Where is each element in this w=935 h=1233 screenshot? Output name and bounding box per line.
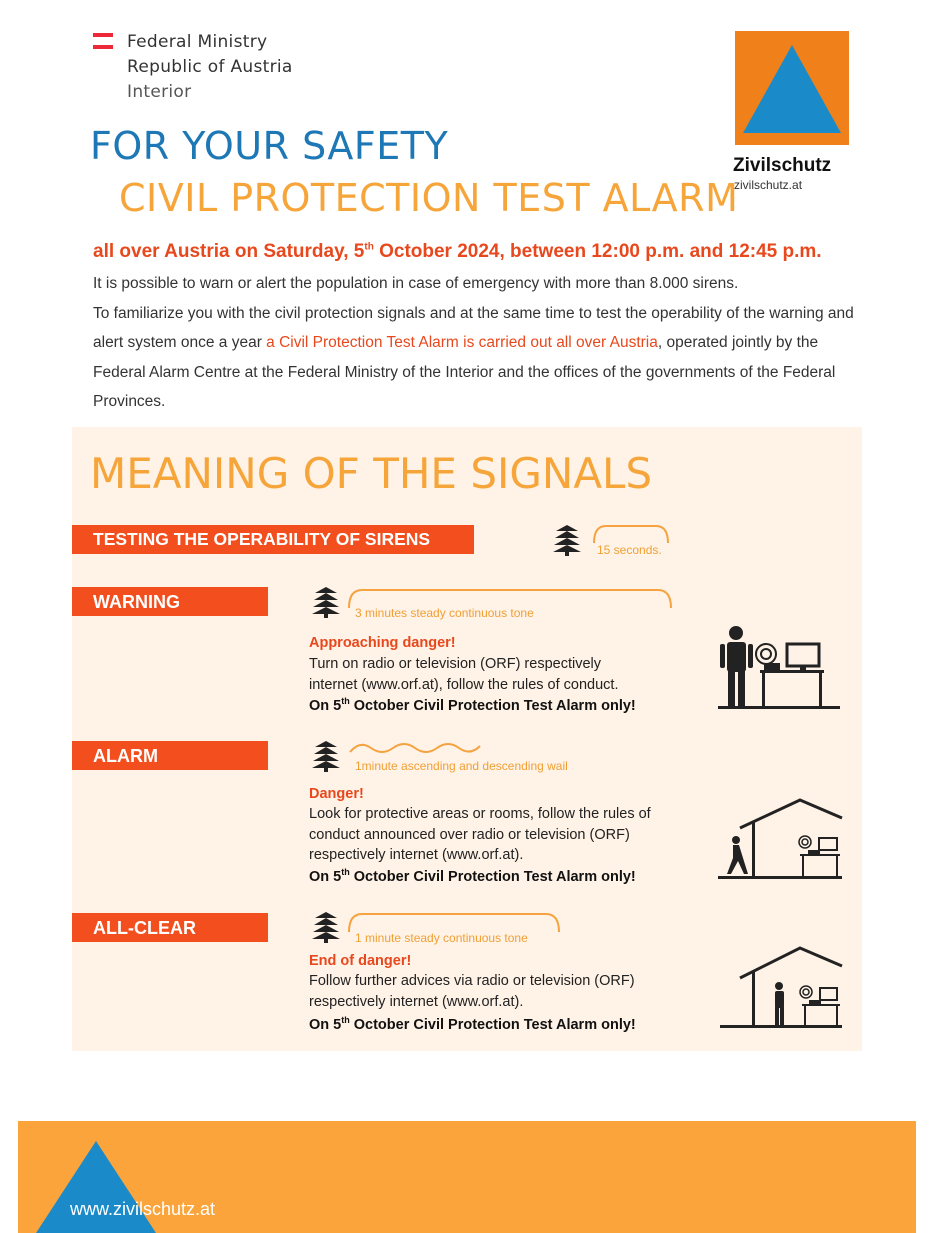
alarm-tone: 1minute ascending and descending wail [355, 759, 568, 773]
test-duration: 15 seconds. [597, 543, 662, 557]
intro-paragraph-1: It is possible to warn or alert the population in case of emergency with more than 8.000 sirens. [93, 275, 739, 292]
allclear-note: On 5th October Civil Protection Test Alarm only! [309, 1015, 636, 1033]
blue-triangle-icon [735, 31, 849, 145]
person-inside-house-icon [718, 944, 844, 1030]
alarm-heading: Danger! [309, 786, 364, 802]
person-at-tv-icon [716, 624, 842, 710]
zivilschutz-logo [735, 31, 849, 145]
title-for-your-safety: FOR YOUR SAFETY [90, 124, 449, 168]
tone-short-arc-icon [592, 523, 670, 545]
person-entering-house-icon [716, 794, 844, 882]
date-line: all over Austria on Saturday, 5th October 2024, between 12:00 p.m. and 12:45 p.m. [93, 241, 822, 262]
intro-paragraph-2: To familiarize you with the civil protection signals and at the same time to test the operability of the warning and alert system once a year a Civil Protection Test Alarm is carried out all over Austria, operated jointly by the Federal Alarm Centre at the Federal Ministry of the Interior and the offices of the governments of the Federal Provinces. [93, 304, 854, 410]
warning-label-bar: WARNING [72, 587, 268, 616]
intro-text [93, 269, 863, 417]
allclear-heading: End of danger! [309, 953, 412, 969]
alarm-text: Look for protective areas or rooms, follow the rules of conduct announced over radio or television (ORF) respectively internet (www.orf.at). [309, 806, 651, 863]
alarm-note: On 5th October Civil Protection Test Alarm only! [309, 867, 636, 885]
siren-icon [552, 524, 582, 556]
siren-icon [311, 740, 341, 772]
tone-wail-wave-icon [348, 738, 482, 758]
footer-url[interactable]: www.zivilschutz.at [70, 1199, 216, 1219]
ministry-line-1: Federal Ministry [127, 32, 268, 52]
title-test-alarm: CIVIL PROTECTION TEST ALARM [119, 176, 739, 220]
alarm-label-bar: ALARM [72, 741, 268, 770]
logo-name: Zivilschutz [733, 155, 832, 176]
ministry-line-2: Republic of Austria [127, 57, 293, 77]
siren-icon [311, 911, 341, 943]
siren-icon [311, 586, 341, 618]
warning-tone: 3 minutes steady continuous tone [355, 606, 534, 620]
signals-heading: MEANING OF THE SIGNALS [90, 449, 653, 498]
ministry-header [93, 30, 293, 105]
allclear-label-bar: ALL-CLEAR [72, 913, 268, 942]
warning-note: On 5th October Civil Protection Test Alarm only! [309, 696, 636, 714]
warning-text: Turn on radio or television (ORF) respectively internet (www.orf.at), follow the rules of conduct. [309, 656, 619, 693]
allclear-text: Follow further advices via radio or television (ORF) respectively internet (www.orf.at). [309, 973, 635, 1010]
test-label-bar: TESTING THE OPERABILITY OF SIRENS [72, 525, 474, 554]
allclear-tone: 1 minute steady continuous tone [355, 931, 528, 945]
austria-flag-icon [93, 33, 113, 49]
ministry-line-3: Interior [127, 82, 192, 102]
warning-heading: Approaching danger! [309, 635, 456, 651]
logo-url: zivilschutz.at [734, 178, 803, 192]
